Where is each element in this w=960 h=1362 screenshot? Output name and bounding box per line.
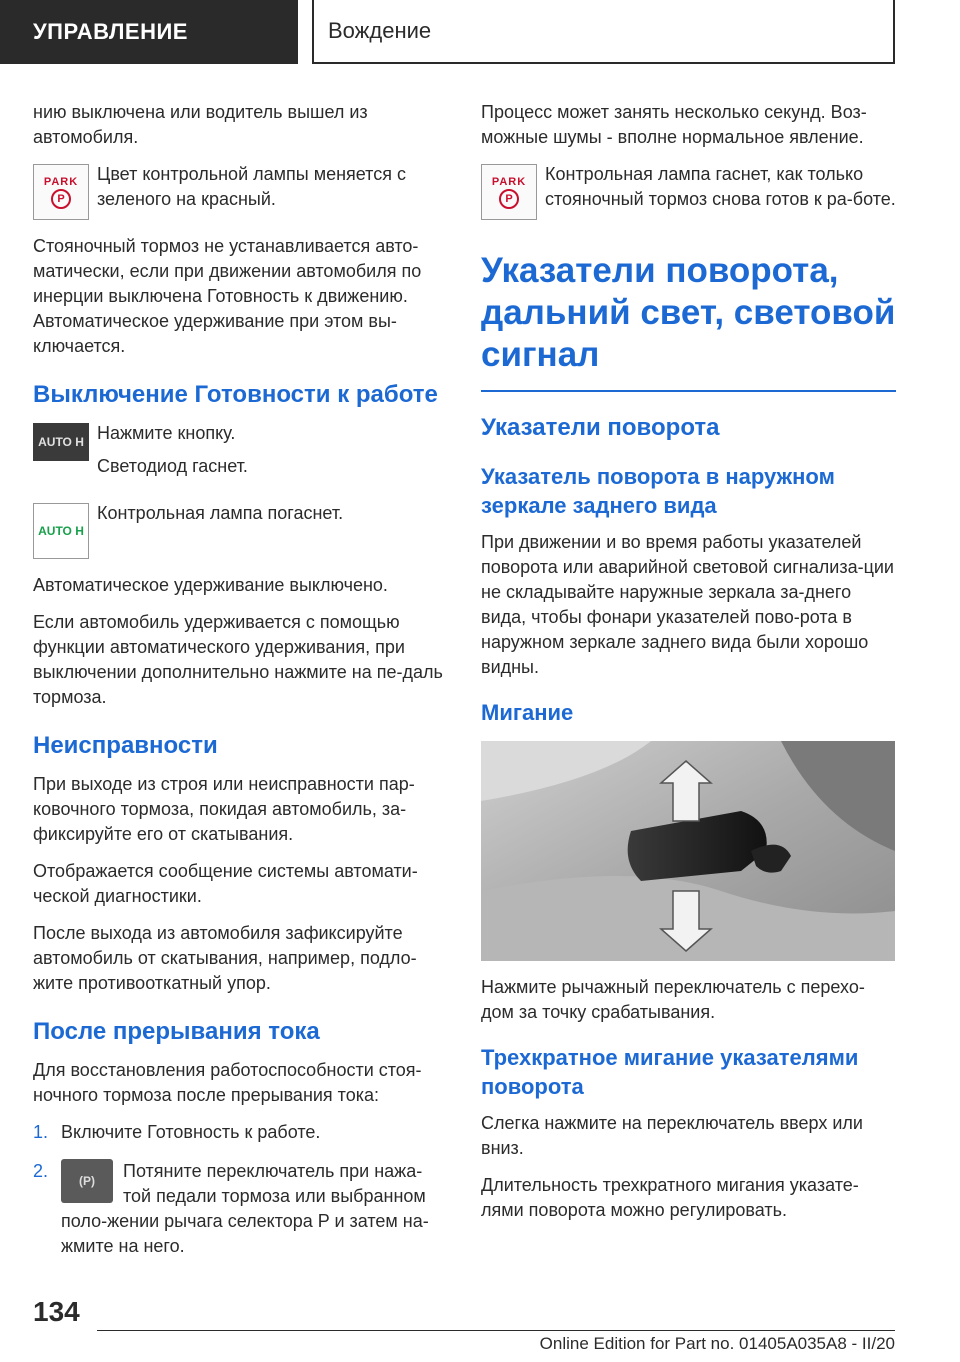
park-brake-icon — [481, 164, 537, 220]
heading-power-interruption: После прерывания тока — [33, 1018, 320, 1045]
steps-list — [33, 1120, 448, 1259]
park-icon-text: PARK — [491, 175, 527, 188]
footer-rule — [97, 1330, 895, 1331]
paragraph: Цвет контрольной лампы меняется с зеленого на красный. — [97, 164, 406, 209]
paragraph: Для восстановления работоспособности стоя-ночного тормоза после прерывания тока: — [33, 1060, 422, 1105]
paragraph: Контрольная лампа погаснет. — [97, 503, 344, 523]
paragraph: Стояночный тормоз не устанавливается авто-матически, если при движении автомобиля по инерции выключена Готовность к движению. Автоматическое удерживание при этом вы-ключается. — [33, 236, 422, 356]
step-text: Потяните переключатель при нажа-той педали тормоза или выбранном поло-жении рычага селектора P и затем на-жмите на него. — [61, 1161, 429, 1256]
paragraph: Слегка нажмите на переключатель вверх или вниз. — [481, 1113, 863, 1158]
park-icon-text: PARK — [43, 175, 79, 188]
paragraph: нию выключена или водитель вышел из автомобиля. — [33, 102, 368, 147]
heading-mirror-indicator: Указатель поворота в наружном зеркале заднего вида — [481, 464, 835, 518]
paragraph: Длительность трехкратного мигания указате-лями поворота можно регулировать. — [481, 1175, 859, 1220]
paragraph: При движении и во время работы указателей поворота или аварийной световой сигнализа-ции не складывайте наружные зеркала за-днего вида, чтобы фонари указателей пово-рота в наружном зеркале заднего вида были хорошо видны. — [481, 532, 894, 677]
left-column — [33, 100, 448, 1273]
list-item — [33, 1159, 448, 1259]
paragraph: При выходе из строя или неисправности пар-ковочного тормоза, покидая автомобиль, за-фиксируйте его от скатывания. — [33, 774, 415, 844]
step-number: 1. — [33, 1122, 49, 1142]
auto-hold-lamp-note — [33, 501, 448, 559]
step-text: Включите Готовность к работе. — [61, 1122, 321, 1142]
section-tab: УПРАВЛЕНИЕ — [0, 0, 298, 64]
paragraph: Если автомобиль удерживается с помощью функции автоматического удерживания, при выключении дополнительно нажмите на пе-даль тормоза. — [33, 612, 443, 707]
paragraph: Отображается сообщение системы автомати-ческой диагностики. — [33, 861, 418, 906]
chapter-heading: Указатели поворота, дальний свет, световой сигнал — [481, 250, 896, 392]
heading-switch-off: Выключение Готовности к работе — [33, 381, 438, 408]
park-brake-icon — [33, 164, 89, 220]
list-item — [33, 1120, 448, 1145]
parking-brake-switch-icon: (P) — [61, 1159, 113, 1203]
auto-hold-button-icon: AUTO H — [33, 423, 89, 461]
heading-faults: Неисправности — [33, 732, 218, 759]
heading-turn-signals: Указатели поворота — [481, 414, 720, 441]
paragraph: Нажмите кнопку. — [97, 423, 236, 443]
paragraph: Светодиод гаснет. — [97, 456, 248, 476]
step-body — [61, 1159, 448, 1259]
park-icon-circle: P — [499, 189, 519, 209]
auto-hold-lamp-icon: AUTO H — [33, 503, 89, 559]
park-indicator-note — [33, 162, 448, 220]
edition-footer: Online Edition for Part no. 01405A035A8 - II/20 — [539, 1334, 895, 1353]
step-number: 2. — [33, 1161, 49, 1181]
paragraph: После выхода из автомобиля зафиксируйте автомобиль от скатывания, например, подло-жите противооткатный упор. — [33, 923, 417, 993]
page-number: 134 — [33, 1296, 80, 1327]
paragraph: Контрольная лампа гаснет, как только стояночный тормоз снова готов к ра-боте. — [545, 164, 896, 209]
auto-hold-button-note — [33, 421, 448, 487]
chapter-title: Вождение — [312, 0, 895, 64]
paragraph: Нажмите рычажный переключатель с перехо-дом за точку срабатывания. — [481, 977, 865, 1022]
paragraph: Процесс может занять несколько секунд. Воз-можные шумы - вполне нормальное явление. — [481, 102, 867, 147]
park-icon-circle: P — [51, 189, 71, 209]
heading-triple-blink: Трехкратное мигание указателями поворота — [481, 1045, 859, 1099]
paragraph: Автоматическое удерживание выключено. — [33, 575, 388, 595]
turn-signal-lever-photo — [481, 741, 895, 961]
heading-blinking: Мигание — [481, 700, 574, 725]
park-indicator-note — [481, 162, 896, 220]
right-column — [481, 100, 896, 1235]
